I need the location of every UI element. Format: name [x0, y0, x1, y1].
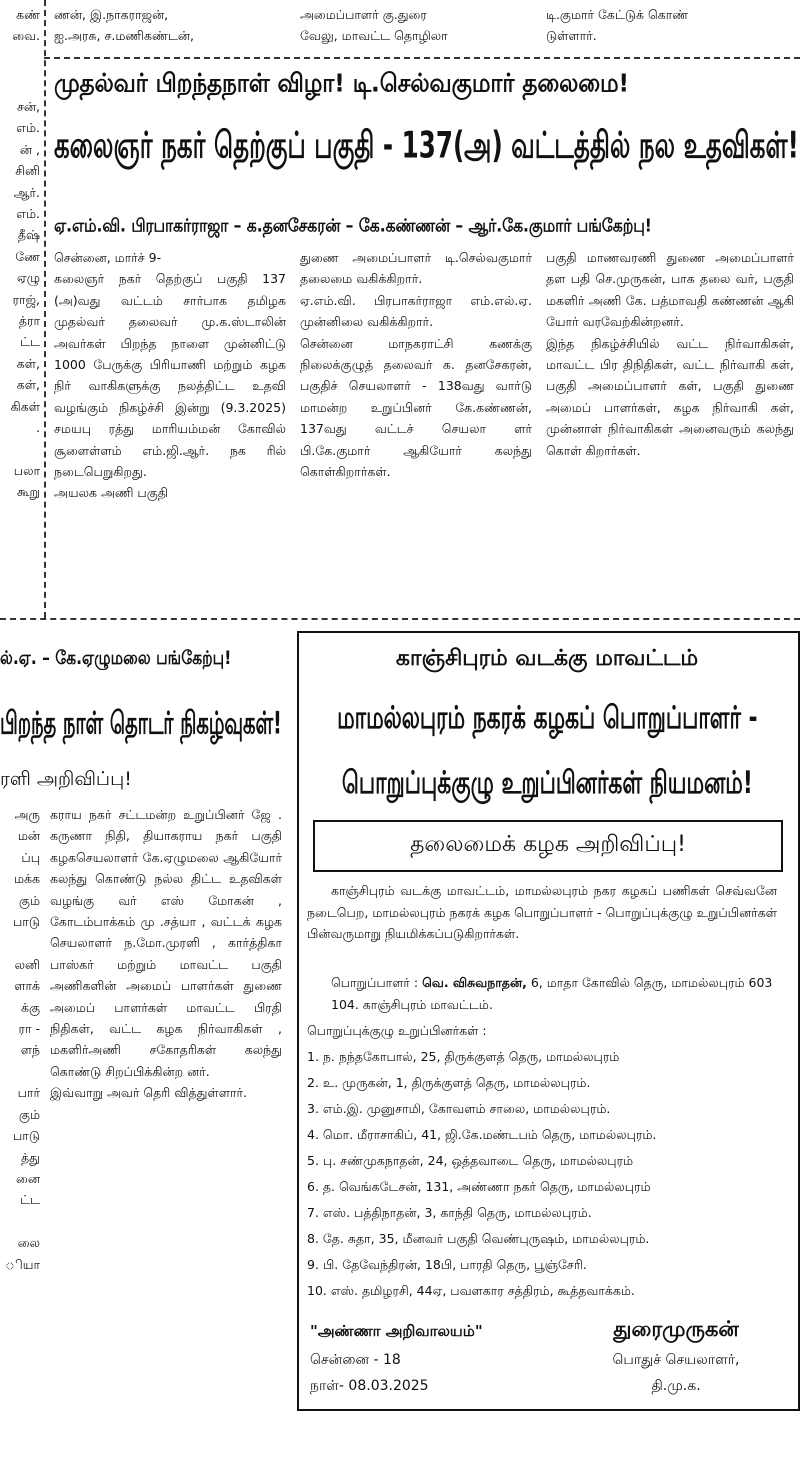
left-article-kicker: ல்.ஏ. – கே.ஏழுமலை பங்கேற்பு!: [0, 647, 232, 669]
left-article-subheading: ரளி அறிவிப்பு!: [0, 768, 132, 790]
member-item: 3. எம்.இ. முனுசாமி, கோவளம் சாலை, மாமல்லபுரம்.: [307, 1101, 611, 1116]
member-item: 8. தே. சுதா, 35, மீனவர் பகுதி வெண்புருஷம், மாமல்லபுரம்.: [307, 1231, 650, 1246]
member-item: 2. உ. முருகன், 1, திருக்குளத் தெரு, மாமல்லபுரம்.: [307, 1075, 591, 1090]
top-strip-column-1: ணன், இ.நாகராஜன், ஐ.அரசு, ச.மணிகண்டன்,: [54, 7, 194, 44]
member-item: 6. த. வெங்கடேசன், 131, அண்ணா நகர் தெரு, மாமல்லபுரம்: [307, 1179, 651, 1194]
member-item: 1. ந. நந்தகோபால், 25, திருக்குளத் தெரு, மாமல்லபுரம்: [307, 1049, 620, 1064]
left-article-edge-fragments: அரு மன் ப்பு மக்க கும் பாடு லனி ளாக் க்கு ரா - ளந் பார் கும் பாடு த்து னை ட்ட லை ியா: [5, 807, 40, 1272]
notice-office: "அண்ணா அறிவாலயம்": [310, 1322, 483, 1340]
left-article-body: கராய நகர் சட்டமன்ற உறுப்பினர் ஜே . கருணா நிதி, தியாகராய நகர் பகுதி கழகசெயலாளர் கே.ஏழுமலை ஆகியோர் கலந்து கொண்டு நல்ல திட்ட உதவிகள் வழங்கு வர் எஸ் மோகன் , கோடம்பாக்கம் மு .சத்யா , வட்டக் கழக செயலாளர் ந.மோ.முரளி , கார்த்திகா பாஸ்கர் மற்றும் மாவட்ட பகுதி அணிகளின் அமைப் பாளர்கள் துணை அமைப் பாளர்கள் மாவட்ட பிரதி நிதிகள், வட்ட கழக நிர்வாகிகள் , மகளிர்அணி சகோதரிகள் கலந்து கொண்டு சிறப்பிக்கின்ற னர். இவ்வாறு அவர் தெரி வித்துள்ளார்.: [50, 807, 282, 1101]
notice-date: நாள்- 08.03.2025: [310, 1378, 429, 1394]
notice-headline-line-1: மாமல்லபுரம் நகரக் கழகப் பொறுப்பாளர் -: [336, 700, 758, 736]
member-item: 10. எஸ். தமிழரசி, 44ஏ, பவளகார சத்திரம், கூத்தவாக்கம்.: [307, 1283, 635, 1298]
notice-incharge: [307, 972, 777, 1015]
article-participants: ஏ.எம்.வி. பிரபாகர்ராஜா – க.தனசேகரன் – கே.கண்ணன் – ஆர்.கே.குமார் பங்கேற்பு!: [54, 215, 652, 237]
section-rule-middle: [0, 618, 800, 620]
section-rule-top: [44, 57, 800, 59]
incharge-address: 6, மாதா கோவில் தெரு, மாமல்லபுரம் 603 104. காஞ்சிபுரம் மாவட்டம்.: [331, 975, 773, 1012]
article-kicker: முதல்வர் பிறந்தநாள் விழா! டி.செல்வகுமார் தலைமை!: [54, 69, 629, 99]
article-body-column-1: சென்னை, மார்ச் 9- கலைஞர் நகர் தெற்குப் பகுதி 137 (அ)வது வட்டம் சார்பாக தமிழக முதல்வர் தலைவர் மு.க.ஸ்டாலின் அவர்கள் பிறந்த நாளை முன்னிட்டு 1000 பேருக்கு பிரியாணி மற்றும் கழக நிர் வாகிகளுக்கு நலத்திட்ட உதவி வழங்கும் நிகழ்ச்சி இன்று (9.3.2025) சமயபு ரத்து மாரியம்மன் கோவில் சூளைள்ளம் எம்.ஜி.ஆர். நக ரில் நடைபெறுகிறது. அயலக அணி பகுதி: [54, 250, 286, 501]
notice-party: தி.மு.க.: [651, 1378, 701, 1394]
notice-signatory: துரைமுருகன்: [613, 1317, 739, 1341]
member-item: 4. மொ. மீராசாகிப், 41, ஜி.கே.மண்டபம் தெரு, மாமல்லபுரம்.: [307, 1127, 657, 1142]
notice-city: சென்னை - 18: [310, 1352, 401, 1368]
notice-headline-line-2: பொறுப்புக்குழு உறுப்பினர்கள் நியமனம்!: [341, 765, 753, 801]
notice-boxed-title: தலைமைக் கழக அறிவிப்பு!: [410, 832, 686, 857]
article-body-column-3: பகுதி மாணவரணி துணை அமைப்பாளர் தள பதி செ.முருகன், பாக தலை வர், பகுதி மகளிர் அணி கே. பத்மாவதி கண்ணன் ஆகி யோர் வரவேற்கின்றனர். இந்த நிகழ்ச்சியில் வட்ட நிர்வாகிகள், மாவட்ட பிர திநிதிகள், வட்ட நிர்வாகி கள், பகுதி அமைப்பாளர் கள், பகுதி துணை அமைப் பாளர்கள், கழக நிர்வாகி கள், முன்னாள் நிர்வாகிகள் அனைவரும் கலந்து கொள் கிறார்கள்.: [546, 250, 794, 458]
notice-district: காஞ்சிபுரம் வடக்கு மாவட்டம்: [395, 646, 699, 671]
notice-members-label: பொறுப்புக்குழு உறுப்பினர்கள் :: [307, 1023, 487, 1038]
article-headline: கலைஞர் நகர் தெற்குப் பகுதி - 137(அ) வட்டத்தில் நல உதவிகள்!: [54, 124, 799, 168]
incharge-name: வெ. விசுவநாதன்,: [422, 975, 527, 990]
notice-designation: பொதுச் செயலாளர்,: [612, 1352, 740, 1368]
left-edge-fragments: சன், எம். ன் , சினி ஆர். எம். தீஷ் ணே ஏழு ராஜ், த்ரா ட்ட கள், கள், கிகள் . பலா கூறு: [10, 99, 40, 500]
member-item: 5. பு. சண்முகநாதன், 24, ஒத்தவாடை தெரு, மாமல்லபுரம்: [307, 1153, 634, 1168]
left-article-headline: பிறந்த நாள் தொடர் நிகழ்வுகள்!: [0, 706, 282, 742]
member-item: 9. பி. தேவேந்திரன், 18பி, பாரதி தெரு, பூஞ்சேரி.: [307, 1257, 587, 1272]
incharge-label: பொறுப்பாளர் :: [331, 975, 419, 990]
top-strip-column-2: அமைப்பாளர் கு.துரை வேலு, மாவட்ட தொழிலா: [300, 7, 448, 44]
column-rule-dashed: [44, 0, 46, 618]
member-item: 7. எஸ். பத்திநாதன், 3, காந்தி தெரு, மாமல்லபுரம்.: [307, 1205, 592, 1220]
top-left-fragment: கண் வை.: [12, 7, 40, 44]
top-strip-column-3: டி.குமார் கேட்டுக் கொண் டுள்ளார்.: [546, 7, 689, 44]
notice-members-list: [307, 1044, 787, 1304]
notice-intro: காஞ்சிபுரம் வடக்கு மாவட்டம், மாமல்லபுரம் நகர கழகப் பணிகள் செவ்வனே நடைபெற, மாமல்லபுரம் நகரக் கழக பொறுப்பாளர் - பொறுப்புக்குழு உறுப்பினர்கள் பின்வருமாறு நியமிக்கப்படுகிறார்கள்.: [307, 883, 777, 941]
article-body-column-2: துணை அமைப்பாளர் டி.செல்வகுமார் தலைமை வகிக்கிறார். ஏ.எம்.வி. பிரபாகர்ராஜா எம்.எல்.ஏ. முன்னிலை வகிக்கிறார். சென்னை மாநகராட்சி கணக்கு நிலைக்குழுத் தலைவர் க. தனசேகரன், பகுதிச் செயலாளர் - 138வது வார்டு மாமன்ற உறுப்பினர் கே.கண்ணன், 137வது வட்டச் செயலா ளர் பி.கே.குமார் ஆகியோர் கலந்து கொள்கிறார்கள்.: [300, 250, 532, 480]
